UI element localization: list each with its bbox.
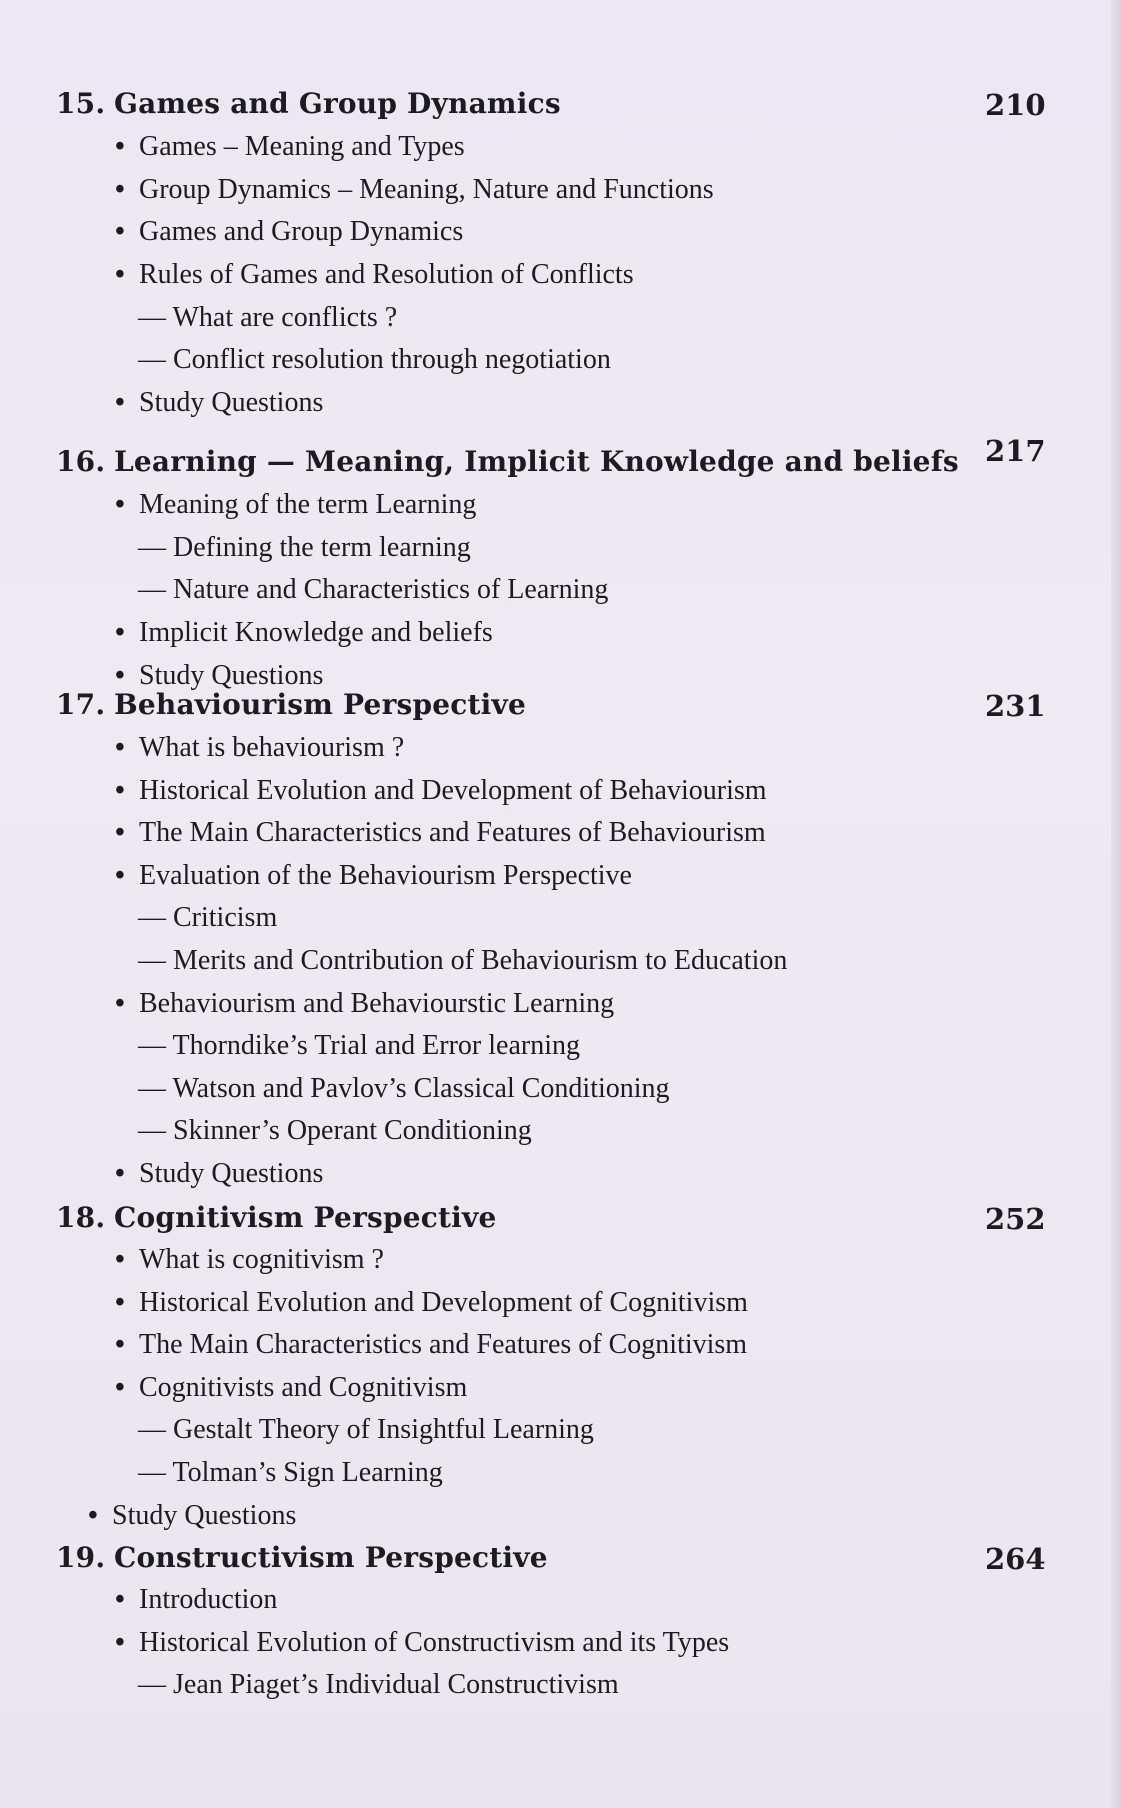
chapter-number: 19. [56,1541,106,1574]
toc-bullet-item [115,1160,323,1188]
bullet-icon: • [115,131,125,162]
toc-subitem: — Criticism [138,902,278,933]
chapter-title: Games and Group Dynamics [114,87,561,120]
bullet-icon: • [115,617,125,648]
toc-bullet-item [115,261,634,289]
bullet-icon: • [115,1158,125,1189]
toc-subitem: — Merits and Contribution of Behaviourism to Education [138,945,788,976]
chapter-number: 17. [56,688,106,721]
chapter-number: 16. [56,445,106,478]
toc-item-text: Implicit Knowledge and beliefs [139,617,493,648]
toc-bullet-item [115,862,632,890]
toc-bullet-item [115,176,714,204]
toc-bullet-item [115,662,323,690]
bullet-icon: • [115,259,125,290]
bullet-icon: • [115,387,125,418]
toc-item-text: The Main Characteristics and Features of Cognitivism [139,1329,748,1360]
chapter-heading [56,445,959,478]
chapter-page-number: 217 [985,434,1046,468]
toc-item-text: Study Questions [139,387,324,418]
toc-item-text: What is cognitivism ? [139,1244,384,1275]
chapter-number: 18. [56,1201,106,1234]
toc-bullet-item [115,1374,467,1402]
chapter-title: Cognitivism Perspective [114,1201,497,1234]
bullet-icon: • [115,660,125,691]
chapter-heading [56,87,561,120]
bullet-icon: • [115,174,125,205]
toc-item-text: Historical Evolution of Constructivism and its Types [139,1627,730,1658]
toc-subitem: — Skinner’s Operant Conditioning [138,1115,532,1146]
toc-item-text: Study Questions [139,1158,324,1189]
bullet-icon: • [88,1500,98,1531]
toc-bullet-item [115,133,465,161]
toc-subitem: — Defining the term learning [138,532,471,563]
toc-subitem: — Thorndike’s Trial and Error learning [138,1030,580,1061]
toc-bullet-item [115,389,323,417]
toc-bullet-item [115,1331,747,1359]
bullet-icon: • [115,732,125,763]
toc-item-text: Study Questions [139,660,324,691]
toc-bullet-item [115,491,476,519]
toc-bullet-item [115,218,463,246]
bullet-icon: • [115,1627,125,1658]
bullet-icon: • [115,988,125,1019]
toc-bullet-item [115,990,614,1018]
chapter-page-number: 264 [985,1542,1046,1576]
bullet-icon: • [115,1329,125,1360]
toc-item-text: The Main Characteristics and Features of Behaviourism [139,817,766,848]
toc-bullet-item [115,1586,277,1614]
toc-bullet-item [115,619,493,647]
toc-subitem: — Nature and Characteristics of Learning [138,574,609,605]
toc-bullet-item [115,819,766,847]
toc-bullet-item [115,777,767,805]
toc-subitem: — What are conflicts ? [138,302,398,333]
bullet-icon: • [115,1584,125,1615]
toc-item-text: Study Questions [112,1500,297,1531]
chapter-page-number: 252 [985,1202,1046,1236]
bullet-icon: • [115,1287,125,1318]
chapter-heading [56,1201,497,1234]
toc-item-text: Cognitivists and Cognitivism [139,1372,468,1403]
chapter-heading [56,688,526,721]
toc-item-text: Meaning of the term Learning [139,489,477,520]
bullet-icon: • [115,489,125,520]
toc-bullet-item [115,1246,384,1274]
toc-subitem: — Tolman’s Sign Learning [138,1457,443,1488]
toc-subitem: — Jean Piaget’s Individual Constructivism [138,1669,619,1700]
toc-bullet-item [88,1502,296,1530]
toc-subitem: — Gestalt Theory of Insightful Learning [138,1414,594,1445]
bullet-icon: • [115,1372,125,1403]
bullet-icon: • [115,216,125,247]
toc-item-text: Introduction [139,1584,278,1615]
chapter-title: Behaviourism Perspective [114,688,526,721]
toc-subitem: — Watson and Pavlov’s Classical Conditioning [138,1073,670,1104]
toc-bullet-item [115,1289,748,1317]
chapter-heading [56,1541,548,1574]
toc-item-text: Historical Evolution and Development of Behaviourism [139,775,767,806]
toc-item-text: Rules of Games and Resolution of Conflicts [139,259,634,290]
toc-item-text: What is behaviourism ? [139,732,405,763]
chapter-number: 15. [56,87,106,120]
chapter-page-number: 210 [985,88,1046,122]
bullet-icon: • [115,817,125,848]
bullet-icon: • [115,775,125,806]
toc-item-text: Games – Meaning and Types [139,131,465,162]
toc-item-text: Evaluation of the Behaviourism Perspective [139,860,632,891]
chapter-title: Learning — Meaning, Implicit Knowledge and beliefs [114,445,959,478]
chapter-page-number: 231 [985,689,1046,723]
toc-item-text: Historical Evolution and Development of Cognitivism [139,1287,748,1318]
bullet-icon: • [115,860,125,891]
toc-bullet-item [115,734,404,762]
toc-item-text: Games and Group Dynamics [139,216,464,247]
toc-item-text: Behaviourism and Behaviourstic Learning [139,988,615,1019]
chapter-title: Constructivism Perspective [114,1541,548,1574]
toc-item-text: Group Dynamics – Meaning, Nature and Functions [139,174,714,205]
bullet-icon: • [115,1244,125,1275]
toc-bullet-item [115,1629,729,1657]
toc-subitem: — Conflict resolution through negotiation [138,344,611,375]
